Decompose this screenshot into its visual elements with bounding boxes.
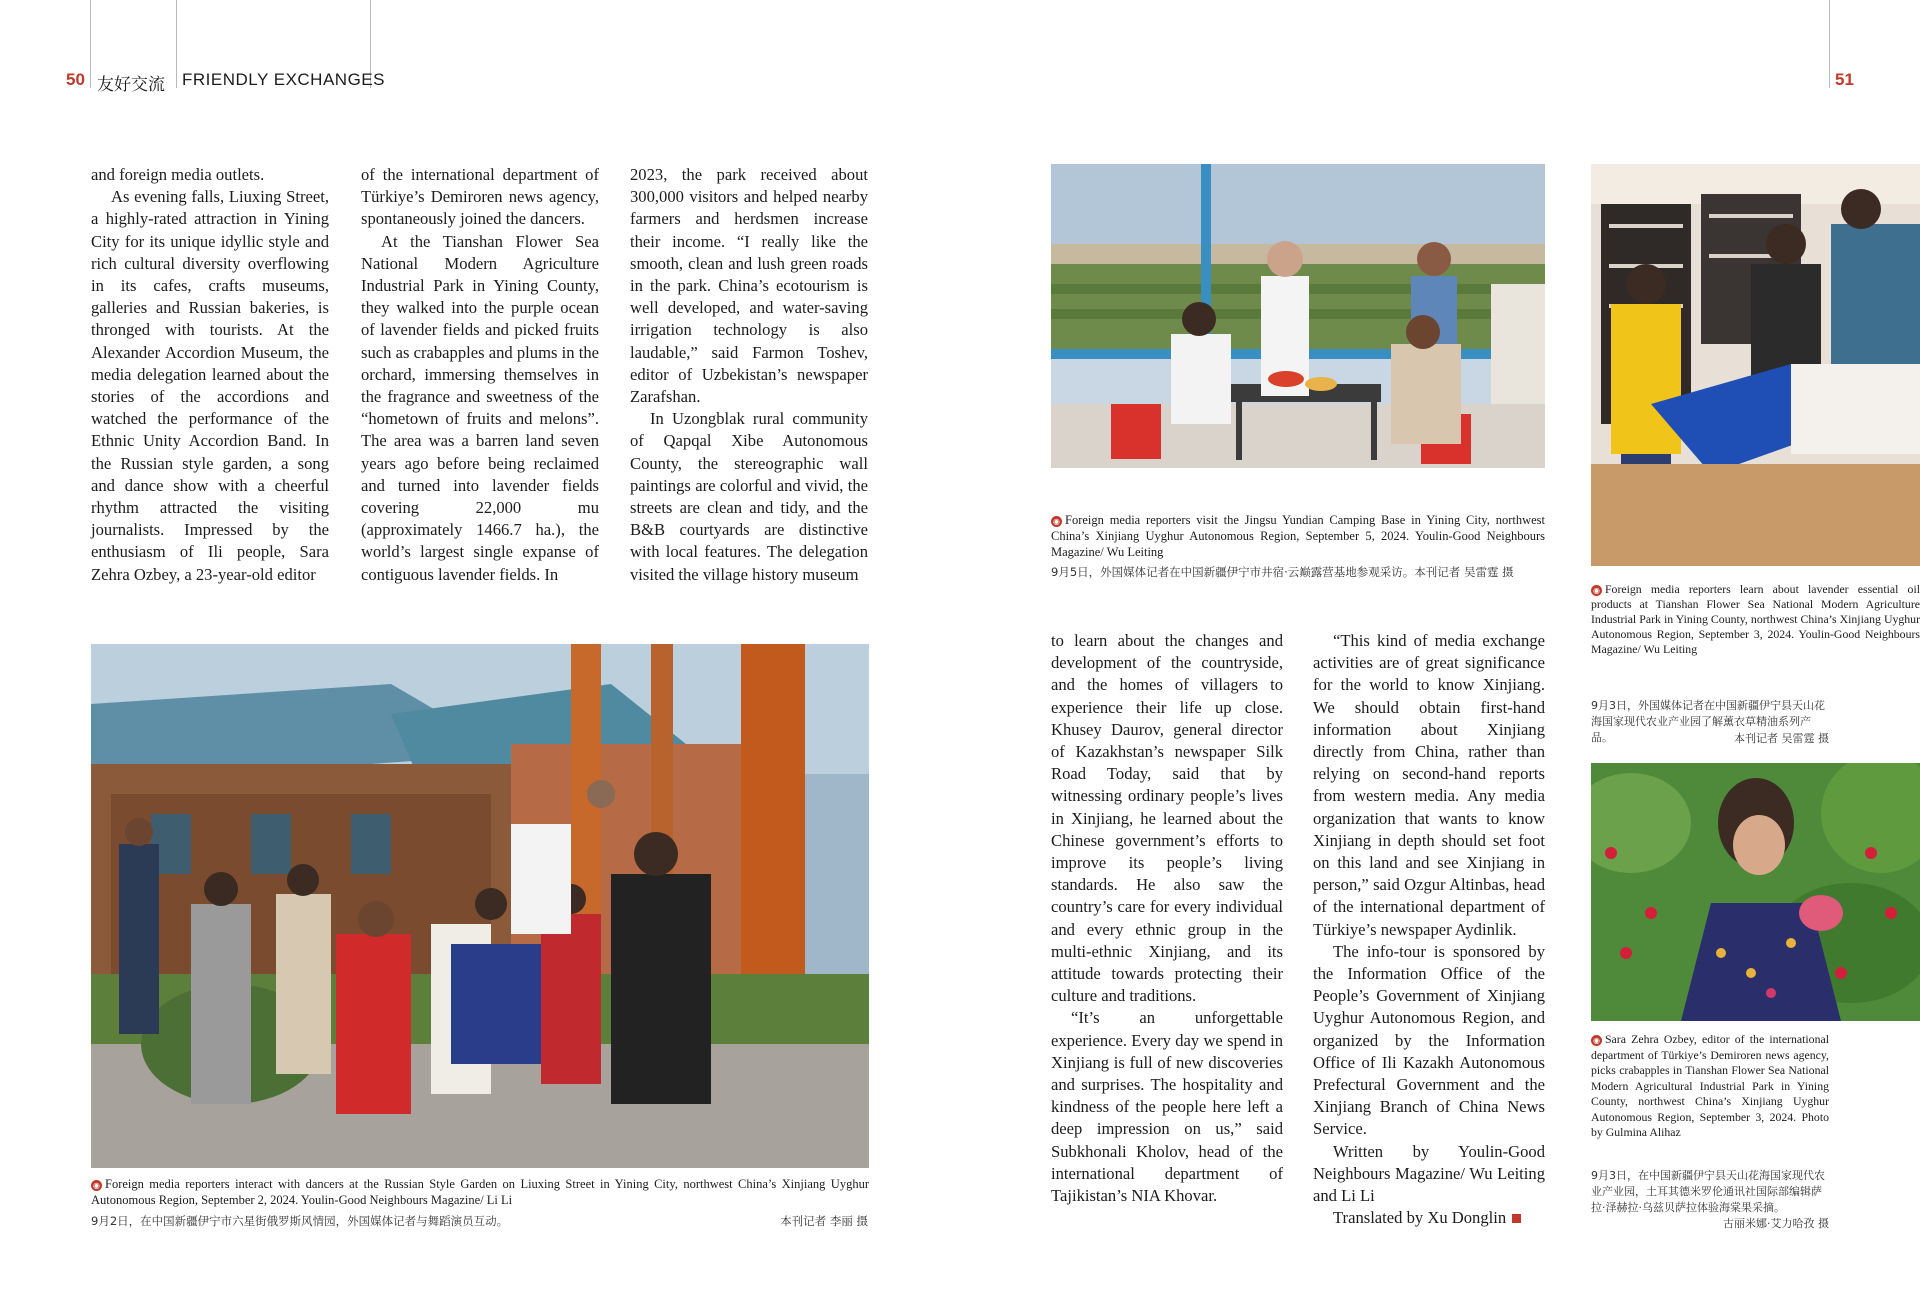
article-column-2 (361, 164, 599, 586)
camping-caption-zh: 9月5日，外国媒体记者在中国新疆伊宁市井宿·云巅露营基地参观采访。本刊记者 吴雷霆 摄 (1051, 565, 1514, 579)
article-column-3 (630, 164, 868, 586)
paragraph: In Uzongblak rural community of Qapqal Xibe Autonomous County, the stereographic wall paintings are colorful and vivid, the streets are clean and tidy, and the B&B courtyards are distinctive with local features. The delegation visited the village history museum (630, 409, 868, 584)
article-column-1 (91, 164, 329, 586)
lavender-caption-en (1591, 582, 1920, 657)
camping-photo (1051, 164, 1545, 468)
dance-caption-zh: 9月2日，在中国新疆伊宁市六星街俄罗斯风情园，外国媒体记者与舞蹈演员互动。 (91, 1214, 509, 1228)
paragraph: At the Tianshan Flower Sea National Modern Agriculture Industrial Park in Yining County, they walked into the purple ocean of lavender fields and picked fruits such as crabapples and plums in the orchard, immersing themselves in the fragrance and sweetness of the “hometown of fruits and melons”. The area was a barren land seven years ago before being reclaimed and turned into lavender fields covering 22,000 mu (approximately 1466.7 ha.), the world’s largest single expanse of contiguous lavender fields. In (361, 231, 599, 584)
header-page51-rule (1829, 0, 1830, 88)
paragraph: 2023, the park received about 300,000 visitors and helped nearby farmers and herdsmen increase their income. “I really like the smooth, clean and lush green roads in the park. China’s ecotourism is well developed, and water-saving irrigation technology is also laudable,” said Farmon Toshev, editor of Uzbekistan’s newspaper Zarafshan. (630, 165, 868, 407)
paragraph: of the international department of Türkiye’s Demiroren news agency, spontaneously joined the dancers. (361, 165, 599, 229)
camping-photo-illustration (1051, 164, 1545, 468)
dance-caption-text: Foreign media reporters interact with dancers at the Russian Style Garden on Liuxing Street in Yining City, northwest China’s Xinjiang Uyghur Autonomous Region, September 2, 2024. Youlin-Good Neighbours Magazine/ Li Li (91, 1177, 869, 1207)
lavender-photo-illustration (1591, 164, 1920, 566)
section-title-en: FRIENDLY EXCHANGES (182, 70, 385, 89)
header-left-rule (90, 0, 91, 88)
paragraph: The info-tour is sponsored by the Information Office of the People’s Government of Xinjiang Uyghur Autonomous Region, and organized by the Information Office of Ili Kazakh Autonomous Prefectural Government and the Xinjiang Branch of China News Service. (1313, 941, 1545, 1139)
paragraph: and foreign media outlets. (91, 165, 265, 184)
paragraph: Written by Youlin-Good Neighbours Magazine/ Wu Leiting and Li Li (1313, 1141, 1545, 1206)
lavender-credit-zh: 本刊记者 吴雷霆 摄 (1734, 732, 1829, 745)
translator-line (1313, 1207, 1545, 1229)
crabapple-caption-en (1591, 1032, 1829, 1141)
dance-photo (91, 644, 869, 1168)
section-title-zh: 友好交流 (97, 75, 165, 95)
crabapple-photo-illustration (1591, 763, 1920, 1021)
paragraph: “This kind of media exchange activities are of great significance for the world to know Xinjiang. We should obtain first-hand information about Xinjiang directly from China, rather than relying on second-hand reports from western media. Any media organization that wants to know Xinjiang in depth should set foot on this land and see Xinjiang in person,” said Ozgur Altinbas, head of the international department of Türkiye’s newspaper Aydinlik. (1313, 631, 1545, 939)
camera-icon: ◉ (91, 1180, 102, 1191)
dance-photo-illustration (91, 644, 869, 1168)
camera-icon: ◉ (1051, 516, 1062, 527)
camera-icon: ◉ (1591, 1035, 1602, 1046)
crabapple-caption-zh: 9月3日，在中国新疆伊宁县天山花海国家现代农业产业园，土耳其德米罗伦通讯社国际部编辑萨拉·泽赫拉·乌兹贝萨拉体验海棠果采摘。 (1591, 1169, 1825, 1214)
article-column-4 (1051, 630, 1283, 1207)
camping-caption-en (1051, 512, 1545, 560)
translator-text: Translated by Xu Donglin (1333, 1208, 1507, 1228)
crabapple-credit-zh: 古丽米娜·艾力哈孜 摄 (1723, 1217, 1829, 1230)
paragraph: “It’s an unforgettable experience. Every day we spend in Xinjiang is full of new discoveries and surprises. The hospitality and kindness of the people here left a deep impression on us,” said Subkhonali Kholov, head of the international department of Tajikistan’s NIA Khovar. (1051, 1008, 1283, 1206)
camera-icon: ◉ (1591, 585, 1602, 596)
paragraph: to learn about the changes and development of the countryside, and the homes of villagers to experience their life up close. Khusey Daurov, general director of Kazakhstan’s newspaper Silk Road Today, said that by witnessing ordinary people’s lives in Xinjiang, he learned about the Chinese government’s efforts to improve its people’s living standards. He also saw the country’s care for every individual and every ethnic group in the multi-ethnic Xinjiang, and its attitude towards protecting their culture and traditions. (1051, 631, 1283, 1006)
dance-caption-en (91, 1176, 869, 1208)
lavender-caption-zh: 9月3日，外国媒体记者在中国新疆伊宁县天山花海国家现代农业产业园了解薰衣草精油系列产品。 (1591, 699, 1825, 744)
article-column-5 (1313, 630, 1545, 1229)
header-mid-rule (176, 0, 177, 88)
end-mark-icon (1512, 1214, 1521, 1223)
paragraph: As evening falls, Liuxing Street, a highly-rated attraction in Yining City for its unique idyllic style and rich cultural diversity overflowing in its cafes, crafts museums, galleries and Russian bakeries, is thronged with tourists. At the Alexander Accordion Museum, the media delegation learned about the stories of the accordions and watched the performance of the Ethnic Unity Accordion Band. In the Russian style garden, a song and dance show with a cheerful rhythm attracted the visiting journalists. Impressed by the enthusiasm of Ili people, Sara Zehra Ozbey, a 23-year-old editor (91, 187, 329, 584)
left-page-number: 50 (66, 70, 85, 89)
right-page-number: 51 (1835, 70, 1854, 89)
crabapple-caption-text: Sara Zehra Ozbey, editor of the international department of Türkiye’s Demiroren news agency, picks crabapples in Tianshan Flower Sea National Modern Agricultural Industrial Park in Yining County, northwest China’s Xinjiang Uyghur Autonomous Region, September 3, 2024. Photo by Gulmina Alihaz (1591, 1032, 1829, 1139)
dance-credit-zh: 本刊记者 李丽 摄 (780, 1214, 868, 1228)
lavender-caption-text: Foreign media reporters learn about lavender essential oil products at Tianshan Flower Sea National Modern Agriculture Industrial Park in Yining County, northwest China’s Xinjiang Uyghur Autonomous Region, September 3, 2024. Youlin-Good Neighbours Magazine/ Wu Leiting (1591, 582, 1920, 656)
camping-caption-text: Foreign media reporters visit the Jingsu Yundian Camping Base in Yining City, northwest China’s Xinjiang Uyghur Autonomous Region, September 5, 2024. Youlin-Good Neighbours Magazine/ Wu Leiting (1051, 513, 1545, 559)
crabapple-photo (1591, 763, 1920, 1021)
lavender-photo (1591, 164, 1920, 566)
